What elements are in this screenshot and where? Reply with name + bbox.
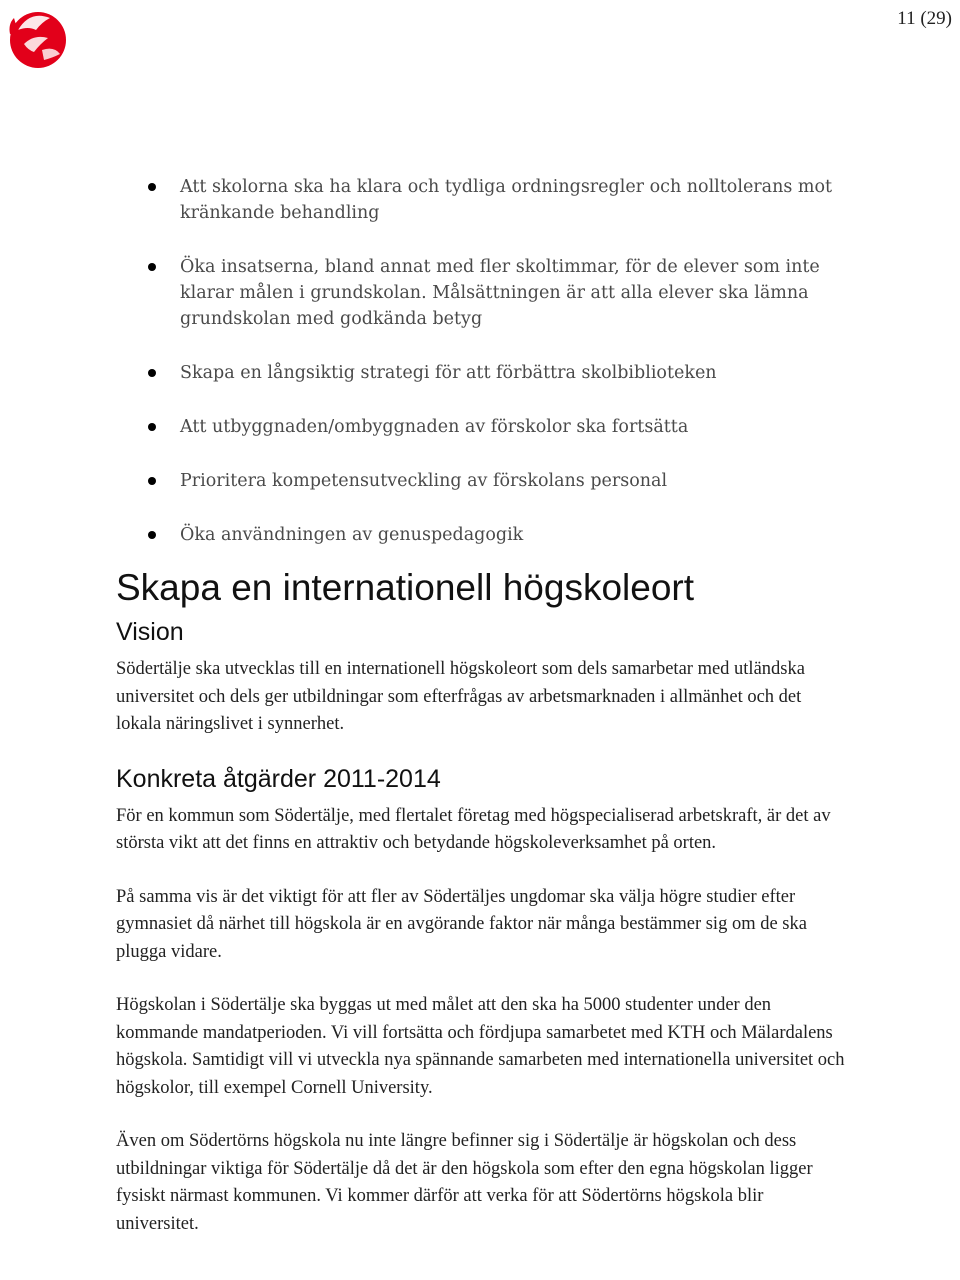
list-item [114, 414, 846, 440]
list-item [114, 254, 846, 332]
bullet-dot-icon [148, 183, 156, 191]
body-paragraph: Högskolan i Södertälje ska byggas ut med målet att den ska ha 5000 studenter under den kommande mandatperioden. Vi vill fortsätta och fördjupa samarbetet med KTH och Mälardalens högskola. Samtidigt vill vi utveckla nya spännande samarbeten med internationella universitet och högskolor, till exempel Cornell University. [116, 995, 845, 1098]
list-item [114, 174, 846, 226]
bullet-dot-icon [148, 477, 156, 485]
list-item [114, 522, 846, 548]
body-paragraph: På samma vis är det viktigt för att fler av Södertäljes ungdomar ska välja högre studier efter gymnasiet då närhet till högskola är en avgörande faktor när många bestämmer sig om de ska plugga vidare. [116, 886, 807, 962]
bullet-list [116, 174, 846, 548]
list-item-text: Prioritera kompetensutveckling av förskolans personal [180, 471, 668, 491]
bullet-dot-icon [148, 369, 156, 377]
document-body [116, 174, 846, 1264]
page-number: 11 (29) [897, 8, 952, 29]
section-title: Skapa en internationell högskoleort [116, 567, 694, 608]
body-paragraph: För en kommun som Södertälje, med flertalet företag med högspecialiserad arbetskraft, är det av största vikt att det finns en attraktiv och betydande högskoleverksamhet på orten. [116, 805, 831, 853]
list-item [114, 360, 846, 386]
list-item [114, 468, 846, 494]
vision-paragraph: Södertälje ska utvecklas till en internationell högskoleort som dels samarbetar med utländska universitet och dels ger utbildningar som efterfrågas av arbetsmarknaden i allmänhet och det lokala näringslivet i synnerhet. [116, 659, 805, 734]
actions-heading: Konkreta åtgärder 2011-2014 [116, 764, 441, 793]
red-rose-logo-icon [4, 4, 70, 72]
list-item-text: Skapa en långsiktig strategi för att förbättra skolbiblioteken [180, 363, 717, 383]
bullet-dot-icon [148, 263, 156, 271]
body-paragraph: Även om Södertörns högskola nu inte längre befinner sig i Södertälje är högskolan och dess utbildningar viktiga för Södertälje då det är den högskola som efter den egna högskolan ligger fysiskt närmast kommunen. Vi kommer därför att verka för att Södertörns högskola blir universitet. [116, 1131, 813, 1234]
vision-heading: Vision [116, 618, 184, 646]
list-item-text: Att skolorna ska ha klara och tydliga ordningsregler och nolltolerans mot kränkande behandling [180, 177, 833, 223]
list-item-text: Öka insatserna, bland annat med fler skoltimmar, för de elever som inte klarar målen i grundskolan. Målsättningen är att alla elever ska lämna grundskolan med godkända betyg [180, 257, 820, 329]
bullet-dot-icon [148, 531, 156, 539]
bullet-dot-icon [148, 423, 156, 431]
list-item-text: Att utbyggnaden/ombyggnaden av förskolor ska fortsätta [180, 417, 689, 437]
list-item-text: Öka användningen av genuspedagogik [180, 525, 524, 545]
